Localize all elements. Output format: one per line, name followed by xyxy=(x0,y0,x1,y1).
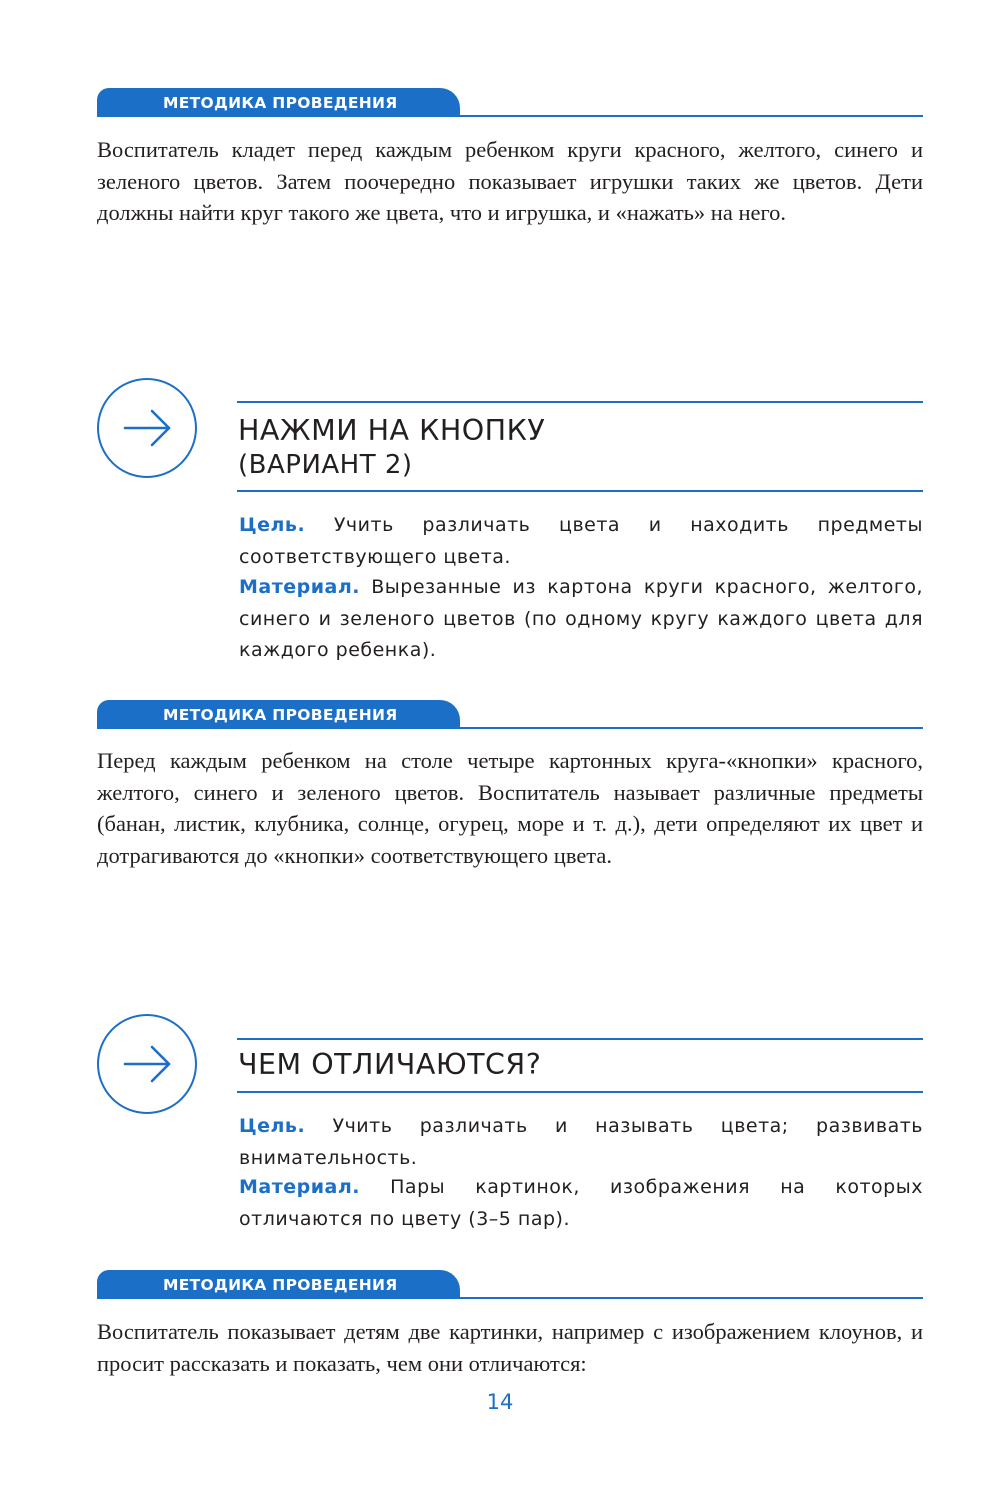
method-label: МЕТОДИКА ПРОВЕДЕНИЯ xyxy=(163,1276,398,1294)
game-title: ЧЕМ ОТЛИЧАЮТСЯ? xyxy=(238,1048,542,1081)
arrow-right-icon xyxy=(97,378,197,478)
title-top-rule xyxy=(237,1038,923,1040)
method-label: МЕТОДИКА ПРОВЕДЕНИЯ xyxy=(163,94,398,112)
goal-text: Учить различать и называть цвета; развивать внимательность. xyxy=(239,1115,923,1169)
method-rule xyxy=(97,115,923,117)
method-text: Перед каждым ребенком на столе четыре картонных круга-«кнопки» красного, желтого, синего и зеленого цветов. Воспитатель называет различные предметы (банан, листик, клубника, солнце, огурец, море и т. д.), дети определяют их цвет и дотрагиваются до «кнопки» соответствующего цвета. xyxy=(97,748,923,868)
arrow-right-icon xyxy=(97,1014,197,1114)
game-subtitle: (ВАРИАНТ 2) xyxy=(238,450,413,480)
material-text: Пары картинок, изображения на которых отличаются по цвету (3–5 пар). xyxy=(239,1176,923,1230)
material-label: Материал. xyxy=(239,1176,360,1198)
goal-paragraph xyxy=(239,510,923,573)
title-bottom-rule xyxy=(237,490,923,492)
method-text: Воспитатель кладет перед каждым ребенком круги красного, желтого, синего и зеленого цветов. Затем поочередно показывает игрушки таких же цветов. Дети должны найти круг такого же цвета, что и игрушка, и «нажать» на него. xyxy=(97,137,923,225)
material-paragraph xyxy=(239,572,923,667)
method-tab xyxy=(97,700,460,728)
material-paragraph xyxy=(239,1172,923,1235)
title-bottom-rule xyxy=(237,1091,923,1093)
method-header xyxy=(97,1270,923,1300)
method-text: Воспитатель показывает детям две картинки, например с изображением клоунов, и просит рассказать и показать, чем они отличаются: xyxy=(97,1319,923,1376)
method-header xyxy=(97,700,923,730)
method-tab xyxy=(97,88,460,116)
method-label: МЕТОДИКА ПРОВЕДЕНИЯ xyxy=(163,706,398,724)
goal-label: Цель. xyxy=(239,514,306,536)
goal-label: Цель. xyxy=(239,1115,306,1137)
page-number: 14 xyxy=(486,1390,514,1414)
method-rule xyxy=(97,1297,923,1299)
title-top-rule xyxy=(237,401,923,403)
game-title: НАЖМИ НА КНОПКУ xyxy=(238,414,546,447)
goal-paragraph xyxy=(239,1111,923,1174)
goal-text: Учить различать цвета и находить предметы соответствующего цвета. xyxy=(239,514,923,568)
method-rule xyxy=(97,727,923,729)
material-text: Вырезанные из картона круги красного, желтого, синего и зеленого цветов (по одному кругу каждого цвета для каждого ребенка). xyxy=(239,576,924,661)
method-tab xyxy=(97,1270,460,1298)
material-label: Материал. xyxy=(239,576,360,598)
method-header xyxy=(97,88,923,118)
